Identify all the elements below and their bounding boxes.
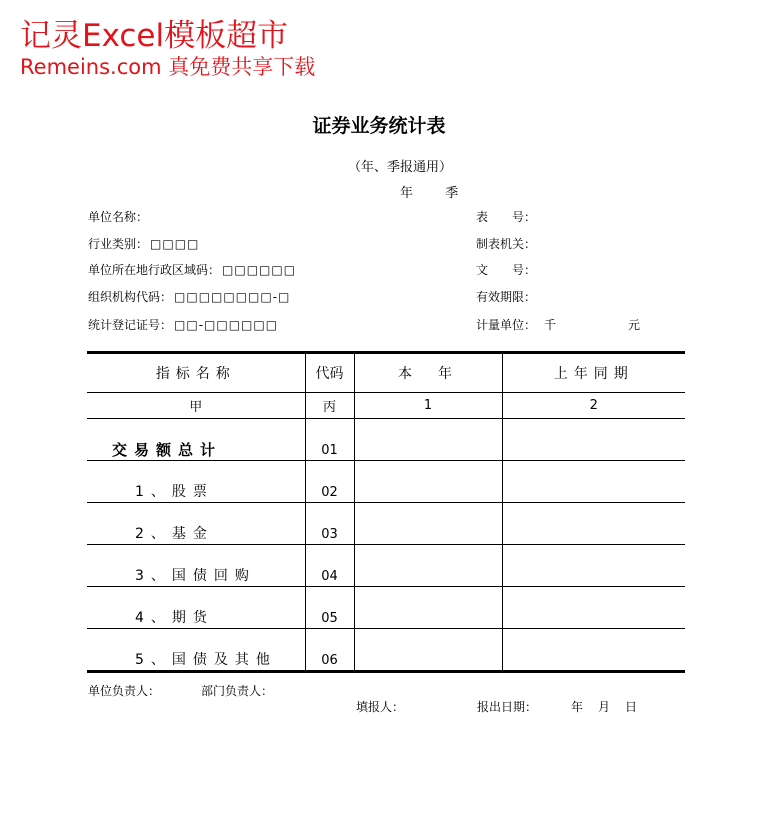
table-row [87,545,685,587]
info-form-number [476,209,538,225]
row-current-cell[interactable] [354,503,502,545]
row-current-cell[interactable] [354,629,502,672]
row-current-cell[interactable] [354,461,502,503]
unit-head-label: 单位负责人： [88,684,161,698]
watermark-subtitle: Remeins.com 真免费共享下载 [20,55,316,79]
info-document-number [476,262,538,278]
info-issuing-authority [476,236,538,252]
table-row [87,587,685,629]
form-title: 证券业务统计表 [312,115,446,137]
row-previous-cell[interactable] [502,545,685,587]
row-previous-cell[interactable] [502,629,685,672]
info-value[interactable]: □□□□□□ [222,263,297,277]
table-row [87,461,685,503]
subheader-jia: 甲 [87,393,305,419]
info-value[interactable]: □□□□ [150,237,200,251]
info-label: 组织机构代码： [88,290,173,304]
period-year: 年 [400,186,414,201]
date-day: 日 [625,700,638,714]
info-label: 表 号： [476,210,537,224]
row-code: 02 [305,461,354,503]
row-name: 交易额总计 [87,419,305,461]
row-name: 4、期货 [87,587,305,629]
info-label: 计量单位： [476,318,537,332]
row-current-cell[interactable] [354,545,502,587]
header-current-year: 本 年 [354,353,502,393]
subheader-2: 2 [502,393,685,419]
info-value-unit: 元 [628,318,641,332]
report-date-label: 报出日期： [477,700,538,714]
subheader-1: 1 [354,393,502,419]
row-current-cell[interactable] [354,419,502,461]
info-label: 有效期限： [476,290,537,304]
header-indicator-name: 指标名称 [87,353,305,393]
info-label: 行业类别： [88,237,149,251]
row-code: 01 [305,419,354,461]
row-code: 05 [305,587,354,629]
row-code: 06 [305,629,354,672]
table-header-row [87,353,685,393]
table-subheader-row [87,393,685,419]
header-prior-year: 上年同期 [502,353,685,393]
info-value[interactable]: □□-□□□□□□ [174,318,279,332]
row-name: 2、基金 [87,503,305,545]
filler-label: 填报人： [356,700,405,714]
row-current-cell[interactable] [354,587,502,629]
info-org-code [88,289,290,305]
row-code: 03 [305,503,354,545]
subheader-bing: 丙 [305,393,354,419]
info-industry [88,236,199,252]
dept-head-label: 部门负责人： [201,684,274,698]
row-name: 3、国债回购 [87,545,305,587]
info-unit-name [88,209,150,225]
table-row [87,629,685,672]
form-subtitle: （年、季报通用） [347,160,452,175]
date-year: 年 [571,700,584,714]
row-previous-cell[interactable] [502,461,685,503]
info-measure-unit [476,317,640,333]
row-previous-cell[interactable] [502,419,685,461]
info-value[interactable]: □□□□□□□□-□ [174,290,291,304]
table-row [87,419,685,461]
info-stat-registration [88,317,278,333]
info-label: 单位所在地行政区域码： [88,263,221,277]
header-code: 代码 [305,353,354,393]
report-period [400,185,458,203]
table-row [87,503,685,545]
row-previous-cell[interactable] [502,503,685,545]
info-value-thousand: 千 [544,318,557,332]
row-name: 5、国债及其他 [87,629,305,672]
period-quarter: 季 [445,186,459,201]
info-label: 制表机关： [476,237,537,251]
info-label: 统计登记证号： [88,318,173,332]
date-month: 月 [598,700,611,714]
info-label: 文 号： [476,263,537,277]
row-code: 04 [305,545,354,587]
statistics-table [87,351,685,673]
info-valid-until [476,289,538,305]
row-previous-cell[interactable] [502,587,685,629]
row-name: 1、股票 [87,461,305,503]
watermark-title: 记灵Excel模板超市 [20,18,289,54]
info-label: 单位名称： [88,210,149,224]
info-region-code [88,262,296,278]
